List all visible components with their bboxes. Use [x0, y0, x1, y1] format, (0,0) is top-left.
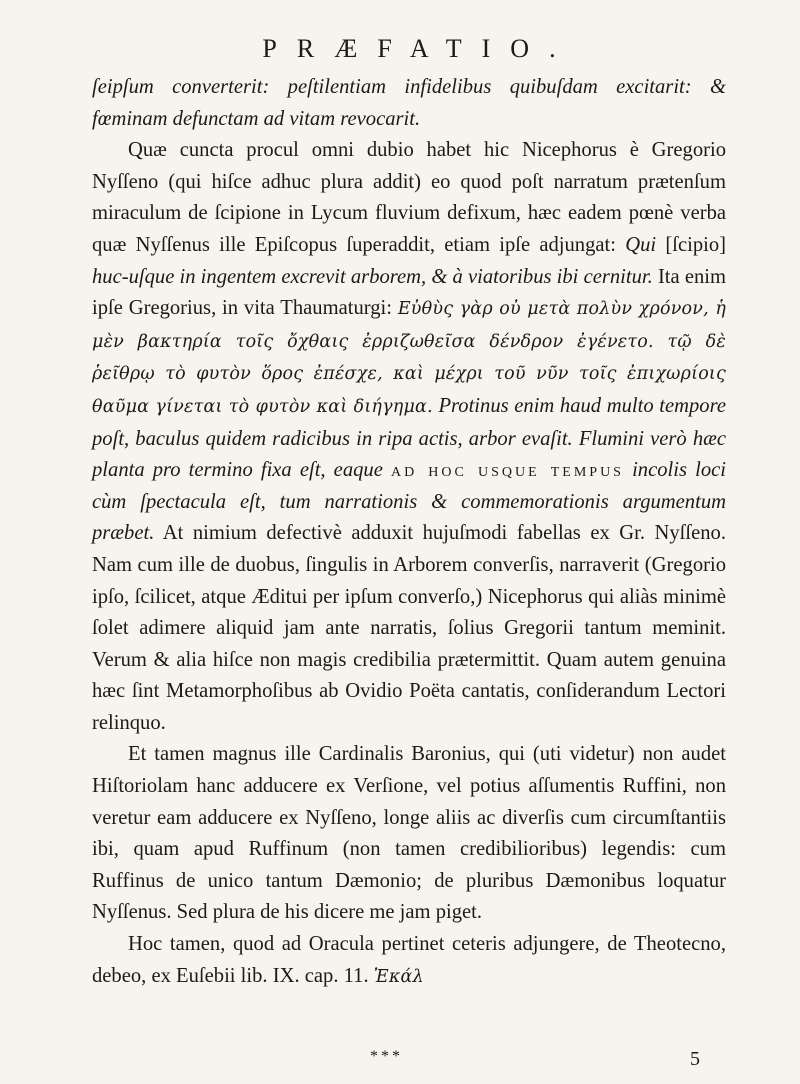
text-segment: Protinus enim haud multo tempore poſt, baculus quidem radicibus in ripa actis, arbor evaſit. Flumini verò hæc planta pro termino fixa eſt, eaque [92, 394, 726, 482]
text-segment: At nimium defectivè adduxit hujuſmodi fabellas ex Gr. Nyſſeno. Nam cum ille de duobus, ſingulis in Arborem converſis, narraverit (Gregorio ipſo, ſcilicet, atque Æditui per ipſum converſo,) Nicephorus qui aliàs minimè ſolet adimere aliquid jam ante narratis, ſolius Gregorii tantum meminit. Verum & alia hiſce non magis credibilia prætermittit. Quam autem genuina hæc ſint Metamorphoſibus ab Ovidio Poëta cantatis, conſiderandum Lectori relinquo. [92, 522, 726, 734]
text-segment: ſeipſum converterit: peſtilentiam infidelibus quibuſdam excitarit: & fœminam defunctam ad vitam revocarit. [92, 76, 726, 130]
text-segment: Qui [625, 233, 657, 256]
text-segment: huc-uſque in ingentem excrevit arborem, & à viatoribus ibi cernitur. [92, 265, 653, 288]
text-segment: Εὐθὺς γὰρ οὐ μετὰ πολὺν χρόνον, ἡ μὲν βακτηρία τοῖς ὄχθαις ἐρριζωθεῖσα δένδρον ἐγένετο. τῷ δὲ ῥεῖθρῳ τὸ φυτὸν ὅρος ἐπέσχε, καὶ μέχρι τοῦ νῦν τοῖς ἐπιχωρίοις θαῦμα γίνεται τὸ φυτὸν καὶ διήγημα. [92, 299, 726, 417]
text-segment: incolis loci cùm ſpectacula eſt, tum narrationis & commemorationis argumentum præbet. [92, 459, 726, 545]
paragraph-1 [92, 72, 726, 135]
paragraph-2 [92, 135, 726, 739]
text-segment: Quæ cuncta procul omni dubio habet hic Nicephorus è Gregorio Nyſſeno (qui hiſce adhuc plura addit) eo quod poſt narratum prætenſum miraculum de ſcipione in Lycum fluvium defixum, hæc eadem pœnè verba quæ Nyſſenus ille Epiſcopus ſuperaddit, etiam ipſe adjungat: [92, 139, 726, 256]
paragraph-3 [92, 739, 726, 929]
text-segment: [ſcipio] [656, 233, 727, 256]
text-segment [624, 459, 632, 481]
body-text [92, 72, 726, 993]
page-marker: 5 [690, 1048, 700, 1070]
text-segment: ad hoc usque tempus [390, 459, 624, 482]
text-segment: Ἐκάλ [373, 966, 424, 987]
text-segment: Et tamen magnus ille Cardinalis Baronius, qui (uti videtur) non audet Hiſtoriolam hanc adducere ex Verſione, vel potius aſſumentis Ruffini, non veretur eam adducere ex Nyſſeno, longe aliis ac diverſis cum circumſtantiis ibi, quam apud Ruffinum (non tamen credibilioribus) legendis: cum Ruffinus de unico tantum Dæmonio; de pluribus Dæmonibus loquatur Nyſſenus. Sed plura de his dicere me jam piget. [92, 743, 726, 924]
signature-mark: *** [370, 1048, 403, 1065]
text-segment: Ita enim ipſe Gregorius, in vita Thaumaturgi: [92, 265, 726, 320]
paragraph-4 [92, 929, 726, 993]
text-segment: Hoc tamen, quod ad Oracula pertinet ceteris adjungere, de Theotecno, debeo, ex Euſebii lib. IX. cap. 11. [92, 933, 726, 987]
text-segment [383, 459, 391, 481]
running-head: PRÆFATIO. [262, 34, 576, 63]
